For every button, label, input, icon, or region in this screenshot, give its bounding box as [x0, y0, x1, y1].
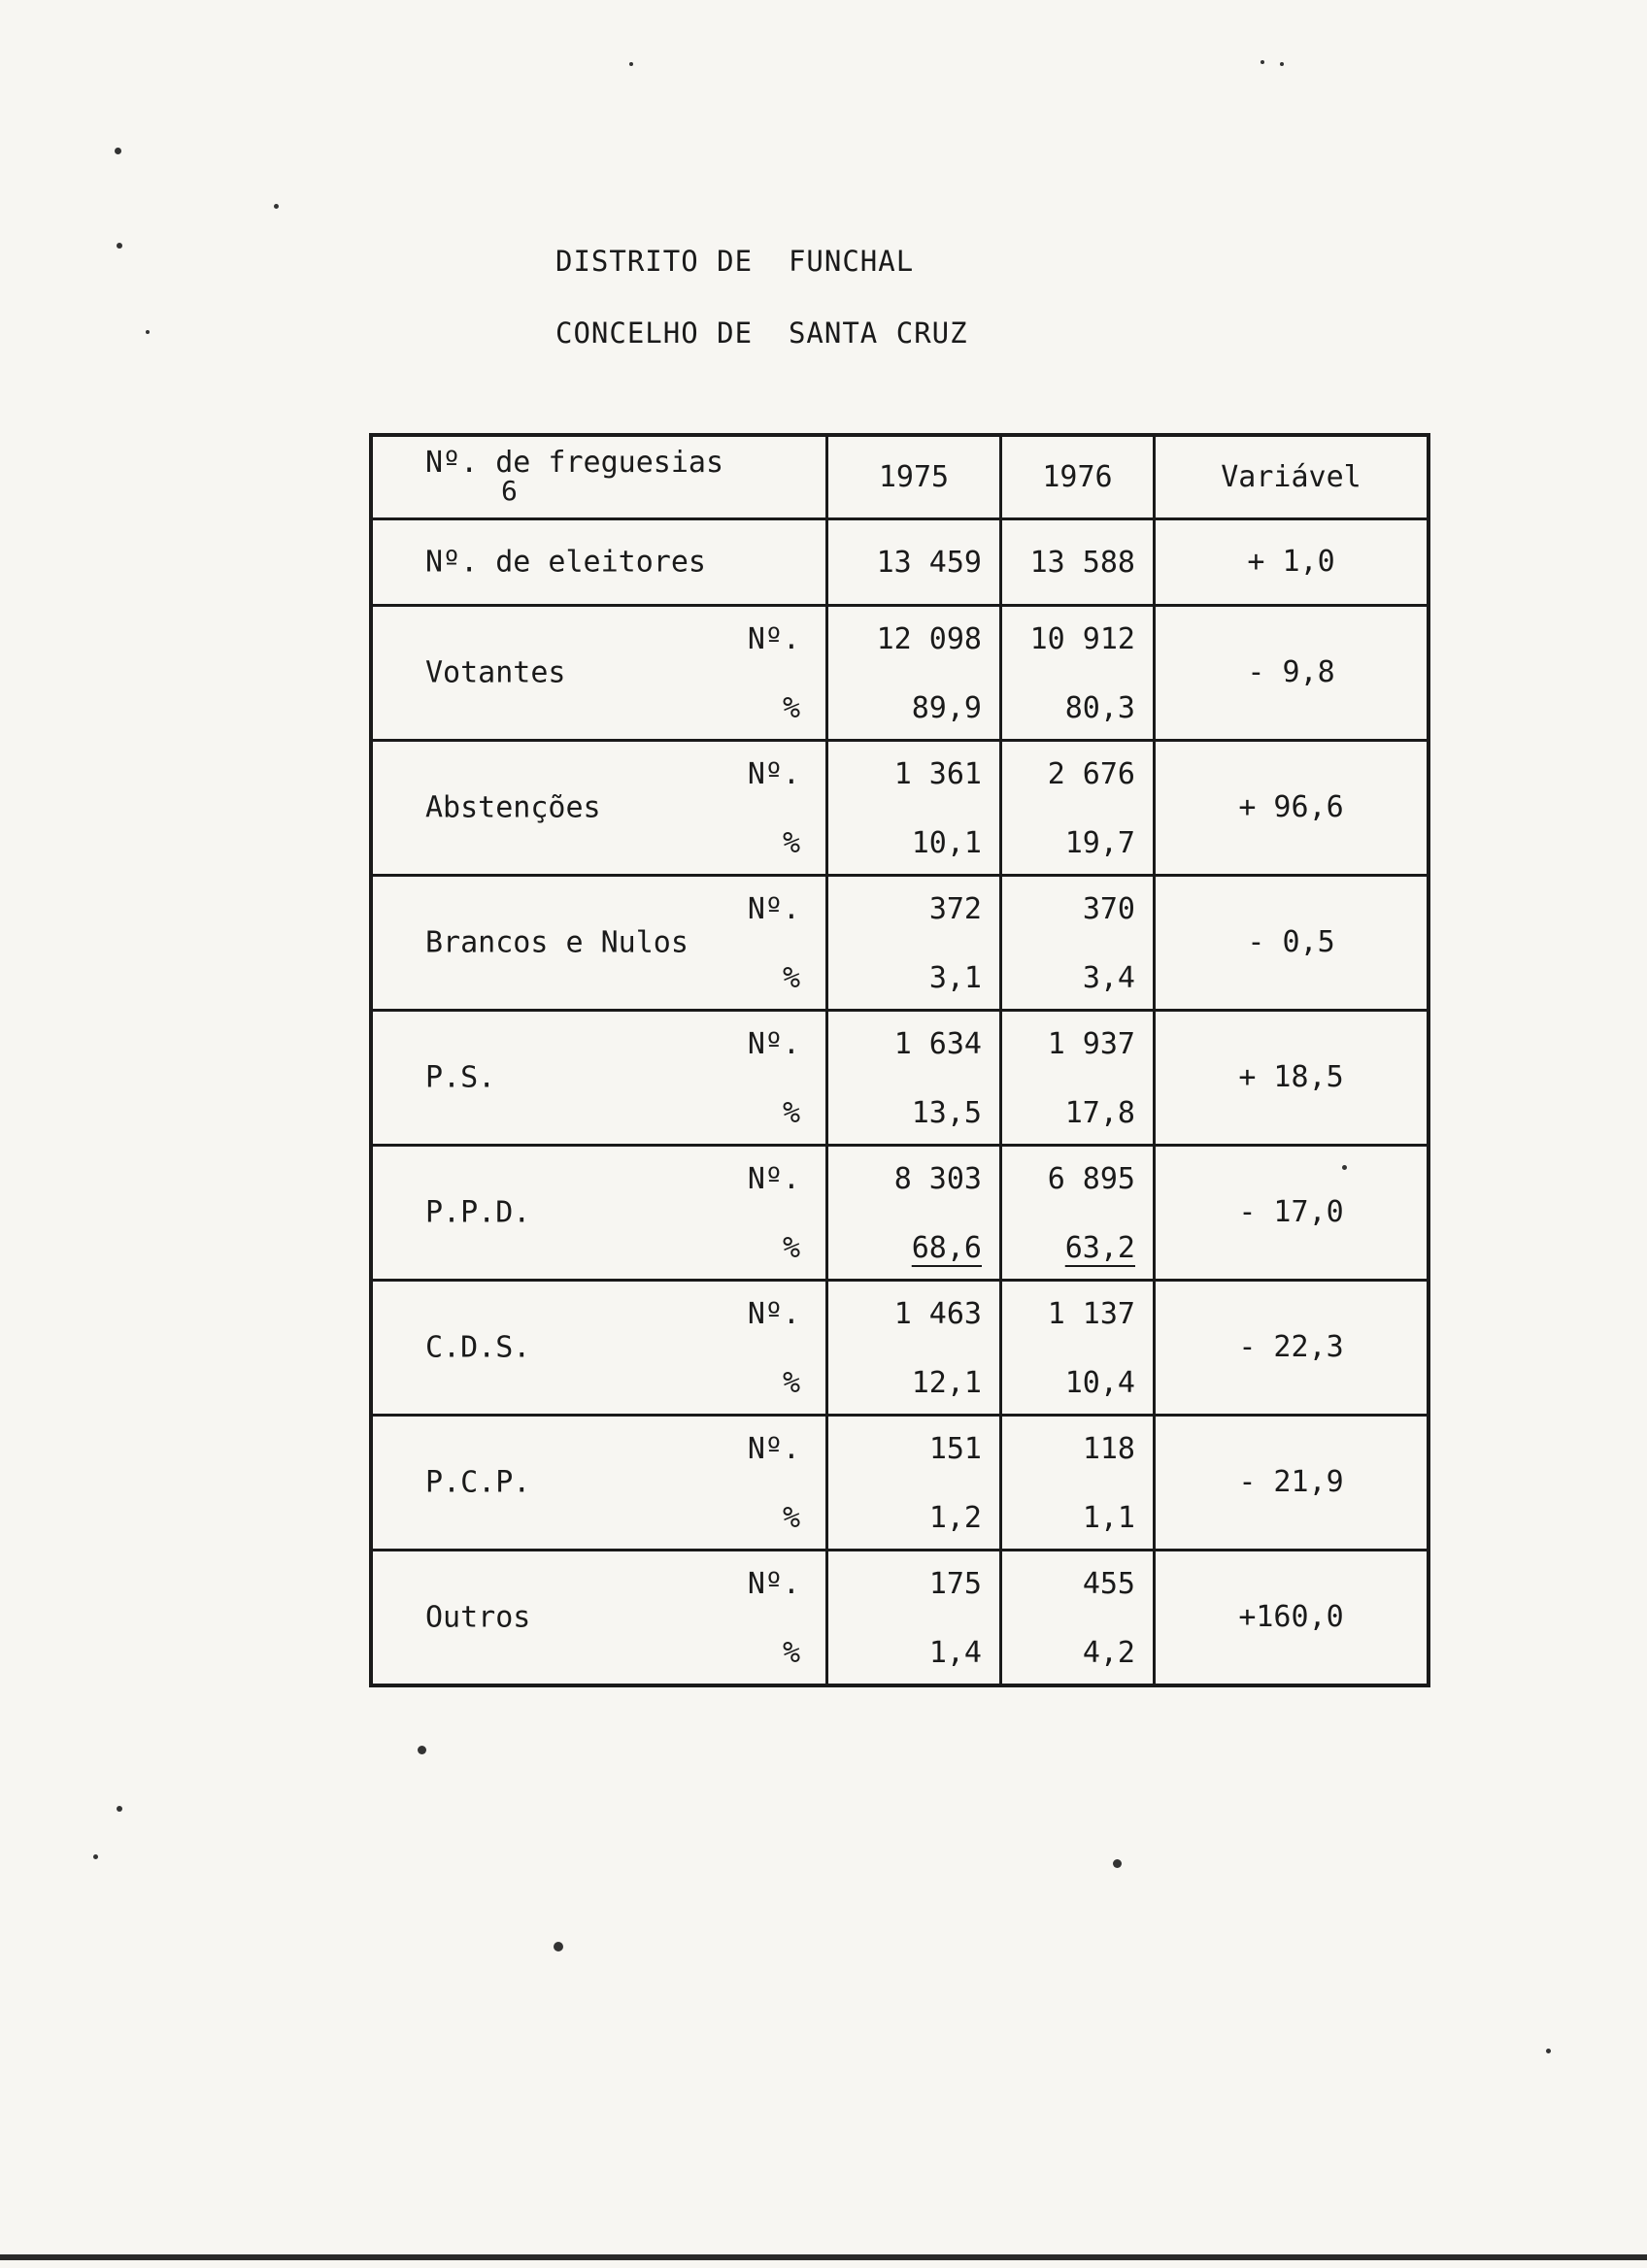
row-variation: - 17,0 — [1155, 1145, 1429, 1280]
percent-unit: % — [782, 1365, 800, 1400]
row-label-cell — [371, 740, 827, 875]
percent-1975: 89,9 — [911, 690, 982, 725]
parishes-count: 6 — [501, 475, 518, 508]
year-1976-header: 1976 — [1001, 435, 1155, 518]
table-row — [371, 605, 1429, 740]
row-label-cell — [371, 605, 827, 740]
table-header-row — [371, 435, 1429, 518]
count-1976: 10 912 — [1029, 621, 1135, 656]
count-unit: Nº. — [747, 1296, 800, 1331]
count-1975: 8 303 — [893, 1161, 982, 1196]
row-variation: - 21,9 — [1155, 1415, 1429, 1550]
count-1976: 1 937 — [1047, 1026, 1135, 1061]
row-label: P.S. — [425, 1060, 496, 1094]
count-1976: 6 895 — [1047, 1161, 1135, 1196]
row-variation: - 22,3 — [1155, 1280, 1429, 1415]
scan-speck — [1260, 60, 1264, 64]
percent-1975: 12,1 — [911, 1365, 982, 1400]
percent-1975: 10,1 — [911, 825, 982, 860]
row-label: Brancos e Nulos — [425, 925, 689, 959]
row-label: P.P.D. — [425, 1195, 531, 1229]
row-variation: - 0,5 — [1155, 875, 1429, 1010]
count-1975: 175 — [928, 1566, 982, 1601]
election-results-table — [369, 433, 1430, 1687]
row-label: Outros — [425, 1600, 531, 1634]
scan-speck — [1113, 1859, 1122, 1868]
row-label-cell — [371, 1280, 827, 1415]
percent-unit: % — [782, 825, 800, 860]
count-unit: Nº. — [747, 1161, 800, 1196]
row-variation: +160,0 — [1155, 1550, 1429, 1685]
count-1975: 151 — [928, 1431, 982, 1466]
percent-1976: 4,2 — [1082, 1635, 1135, 1670]
parishes-label: Nº. de freguesias — [425, 446, 724, 481]
count-unit: Nº. — [747, 756, 800, 791]
table-row — [371, 1280, 1429, 1415]
percent-1976: 80,3 — [1064, 690, 1135, 725]
count-1975: 1 634 — [893, 1026, 982, 1061]
row-label-cell — [371, 1010, 827, 1145]
table-row — [371, 875, 1429, 1010]
table-row — [371, 740, 1429, 875]
scan-speck — [274, 204, 279, 209]
row-label: Abstenções — [425, 790, 601, 824]
count-1976: 118 — [1082, 1431, 1135, 1466]
electors-label: Nº. de eleitores — [425, 545, 706, 579]
table-row — [371, 1010, 1429, 1145]
count-1976: 1 137 — [1047, 1296, 1135, 1331]
scan-speck — [117, 1806, 122, 1812]
table-row — [371, 1415, 1429, 1550]
row-label-cell — [371, 1550, 827, 1685]
row-label: P.C.P. — [425, 1465, 531, 1499]
scan-speck — [1280, 62, 1284, 66]
year-1975-header: 1975 — [827, 435, 1001, 518]
scan-speck — [93, 1854, 98, 1859]
percent-1975: 68,6 — [911, 1230, 982, 1265]
row-variation: + 18,5 — [1155, 1010, 1429, 1145]
count-1976: 455 — [1082, 1566, 1135, 1601]
row-variation: - 9,8 — [1155, 605, 1429, 740]
count-1975: 1 463 — [893, 1296, 982, 1331]
table-row — [371, 1145, 1429, 1280]
count-1975: 12 098 — [876, 621, 982, 656]
percent-unit: % — [782, 960, 800, 995]
percent-1975: 1,2 — [928, 1500, 982, 1535]
count-unit: Nº. — [747, 1566, 800, 1601]
electors-row — [371, 518, 1429, 605]
percent-1976: 1,1 — [1082, 1500, 1135, 1535]
percent-unit: % — [782, 1095, 800, 1130]
percent-1975: 1,4 — [928, 1635, 982, 1670]
electors-1975: 13 459 — [876, 545, 982, 580]
table-row — [371, 1550, 1429, 1685]
percent-1975: 13,5 — [911, 1095, 982, 1130]
variation-header: Variável — [1155, 435, 1429, 518]
percent-unit: % — [782, 1500, 800, 1535]
count-unit: Nº. — [747, 891, 800, 926]
bottom-edge-rule — [0, 2254, 1647, 2260]
scan-speck — [146, 330, 150, 334]
percent-unit: % — [782, 1230, 800, 1265]
row-label-cell — [371, 1145, 827, 1280]
count-unit: Nº. — [747, 621, 800, 656]
scan-speck — [117, 243, 122, 249]
scan-speck — [1546, 2049, 1551, 2053]
row-label: Votantes — [425, 655, 566, 689]
percent-unit: % — [782, 1635, 800, 1670]
row-label-cell — [371, 1415, 827, 1550]
electors-label-cell — [371, 518, 827, 605]
scan-speck — [629, 62, 633, 66]
percent-unit: % — [782, 690, 800, 725]
percent-1976: 19,7 — [1064, 825, 1135, 860]
percent-1976: 3,4 — [1082, 960, 1135, 995]
count-1975: 1 361 — [893, 756, 982, 791]
scan-speck — [418, 1746, 426, 1754]
count-1975: 372 — [928, 891, 982, 926]
count-unit: Nº. — [747, 1026, 800, 1061]
percent-1976: 63,2 — [1064, 1230, 1135, 1265]
scan-speck — [554, 1942, 563, 1951]
electors-variation: + 1,0 — [1155, 518, 1429, 605]
row-label-cell — [371, 875, 827, 1010]
percent-1975: 3,1 — [928, 960, 982, 995]
count-1976: 370 — [1082, 891, 1135, 926]
row-variation: + 96,6 — [1155, 740, 1429, 875]
count-unit: Nº. — [747, 1431, 800, 1466]
row-label: C.D.S. — [425, 1330, 531, 1364]
count-1976: 2 676 — [1047, 756, 1135, 791]
scan-speck — [1342, 1165, 1347, 1170]
parishes-header-cell — [371, 435, 827, 518]
percent-1976: 10,4 — [1064, 1365, 1135, 1400]
percent-1976: 17,8 — [1064, 1095, 1135, 1130]
scan-speck — [115, 148, 121, 154]
electors-1976: 13 588 — [1029, 545, 1135, 580]
